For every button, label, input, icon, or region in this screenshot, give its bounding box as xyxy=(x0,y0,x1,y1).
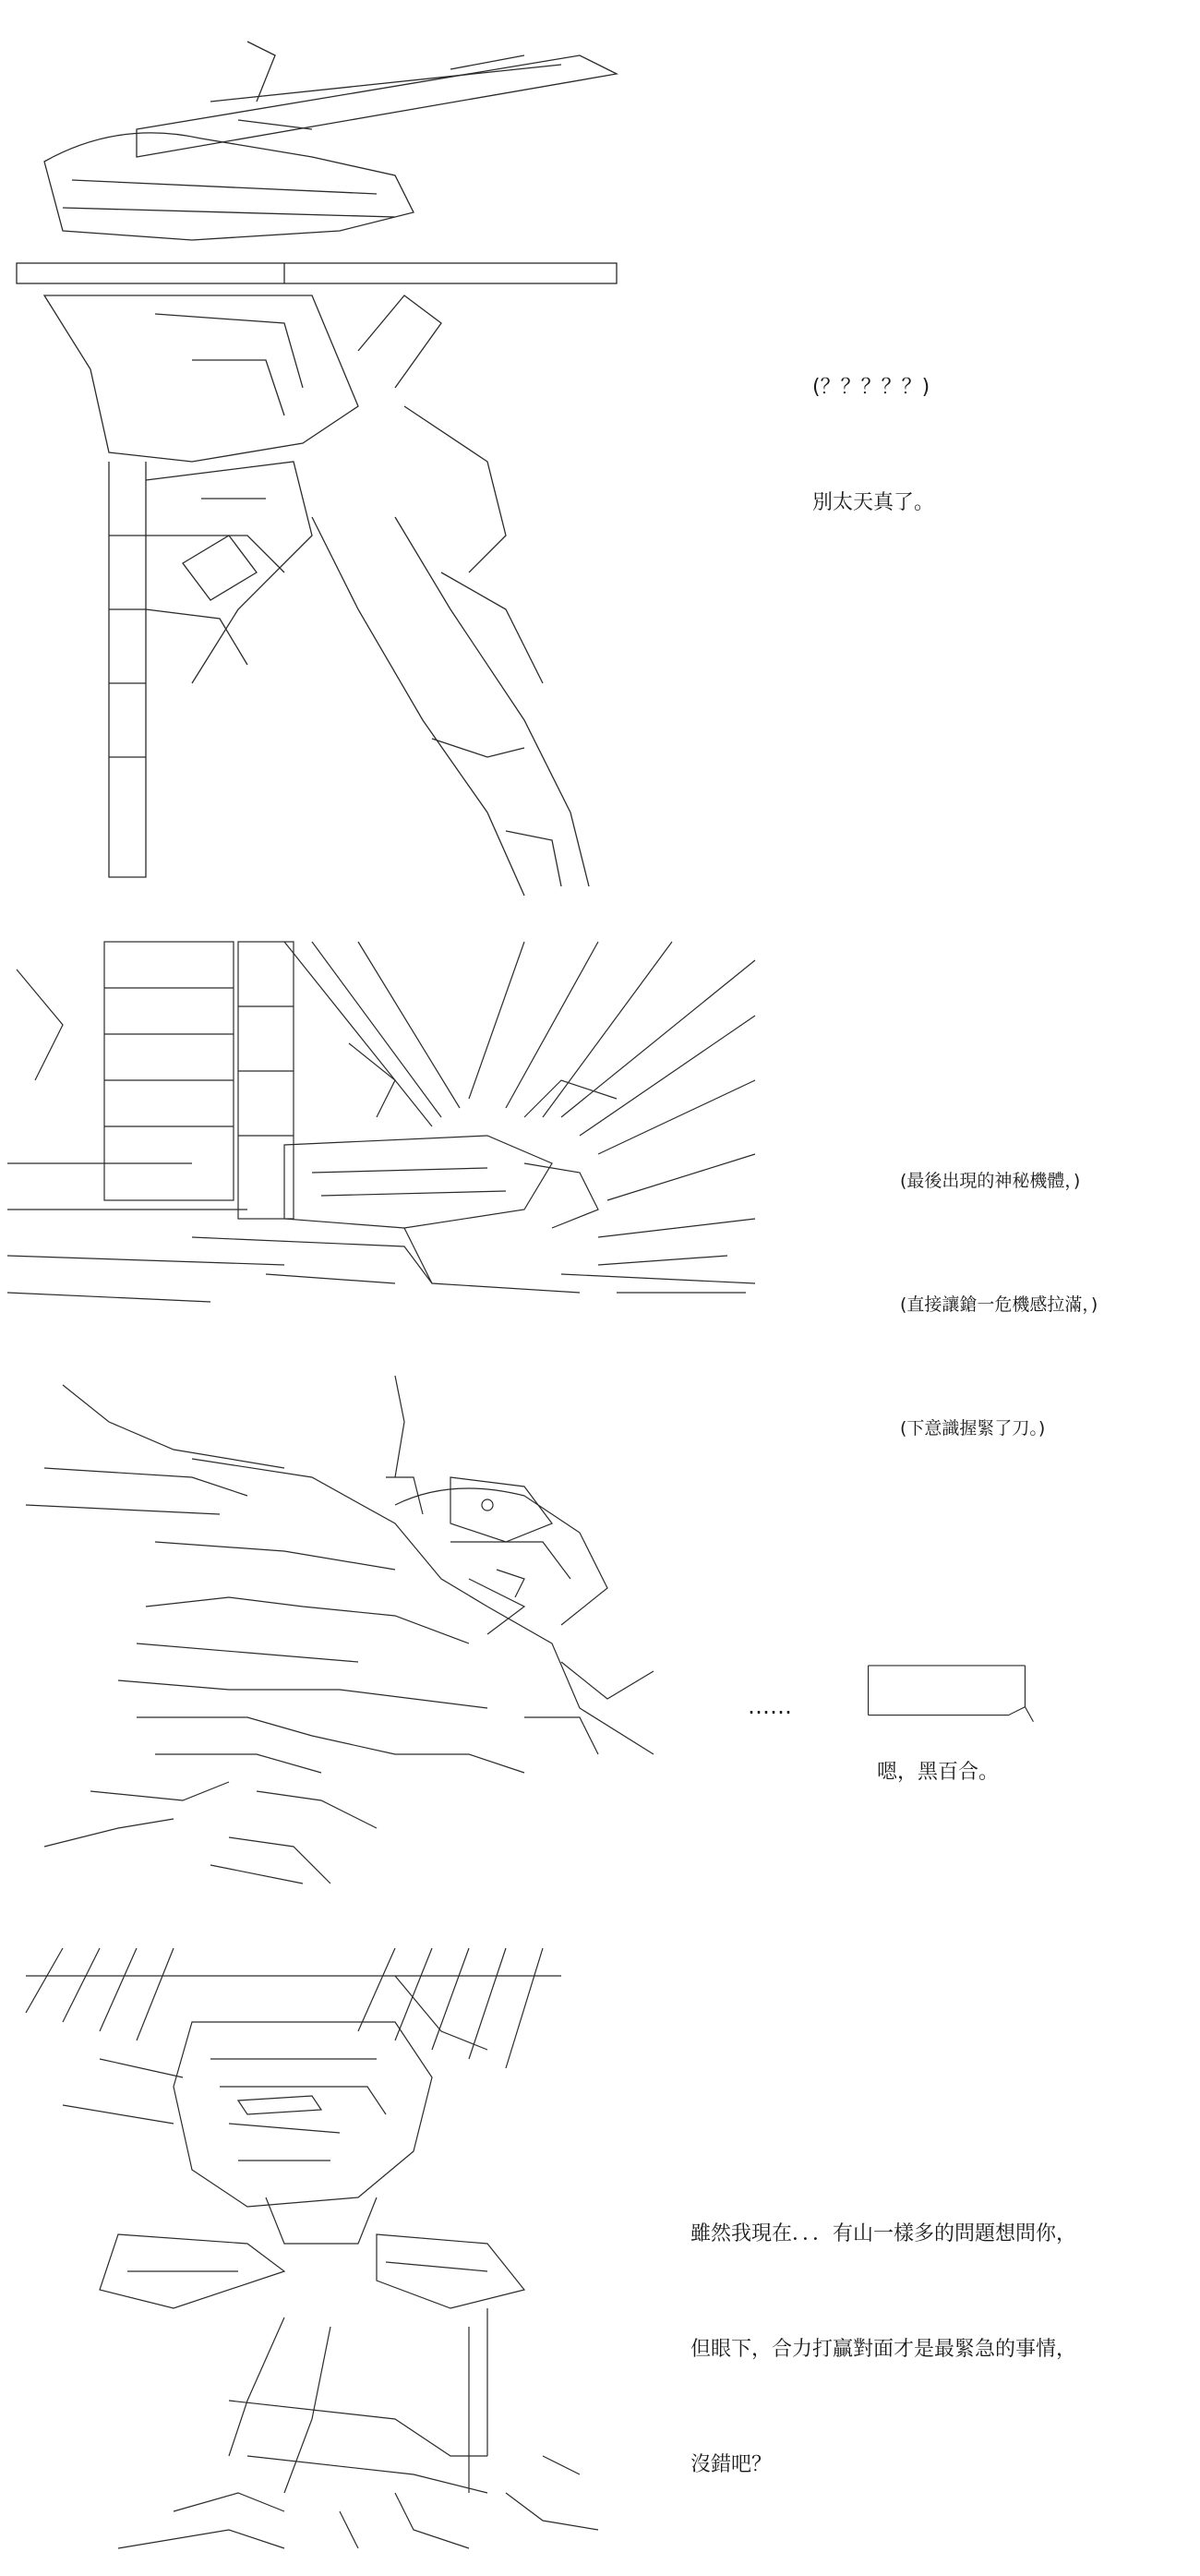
ascii-art-robot-with-sword xyxy=(7,18,764,905)
panel-2 xyxy=(0,914,1200,1439)
speech-line: 沒錯吧？ xyxy=(690,2453,773,2477)
ascii-art-machine-closeup xyxy=(7,933,764,1320)
ascii-art-robot-portrait xyxy=(7,1939,764,2567)
speech-line: 別太天真了。 xyxy=(812,490,935,514)
panel-1 xyxy=(0,0,1200,914)
bubble-text: 嗯，黑百合。 xyxy=(877,1760,1000,1784)
speech-line: (？？？？？) xyxy=(812,375,930,399)
speech-line: 雖然我現在．．．有山一樣多的問題想問你， xyxy=(690,2221,1077,2245)
ascii-art-character-with-spear xyxy=(7,1366,764,1902)
speech-panel-4 xyxy=(690,2137,1076,2562)
robot-portrait-drawing xyxy=(7,1939,764,2567)
speech-panel-1 xyxy=(812,291,934,599)
speech-panel-3-bubble-text xyxy=(877,1676,999,1869)
robot-sword-drawing xyxy=(7,18,764,905)
speech-line: 但眼下，合力打贏對面才是最緊急的事情， xyxy=(690,2337,1077,2361)
machine-closeup-drawing xyxy=(7,933,764,1320)
character-spear-drawing xyxy=(7,1366,764,1902)
panel-3 xyxy=(0,1348,1200,1920)
speech-panel-3-ellipsis xyxy=(748,1602,792,1812)
speech-line: (最後出現的神秘機體，) xyxy=(900,1171,1081,1192)
speech-line: (下意識握緊了刀。) xyxy=(900,1418,1046,1439)
speech-line: (直接讓鎗一危機感拉滿，) xyxy=(900,1294,1098,1316)
panel-4 xyxy=(0,1920,1200,2576)
ellipsis-text: …… xyxy=(748,1693,792,1720)
